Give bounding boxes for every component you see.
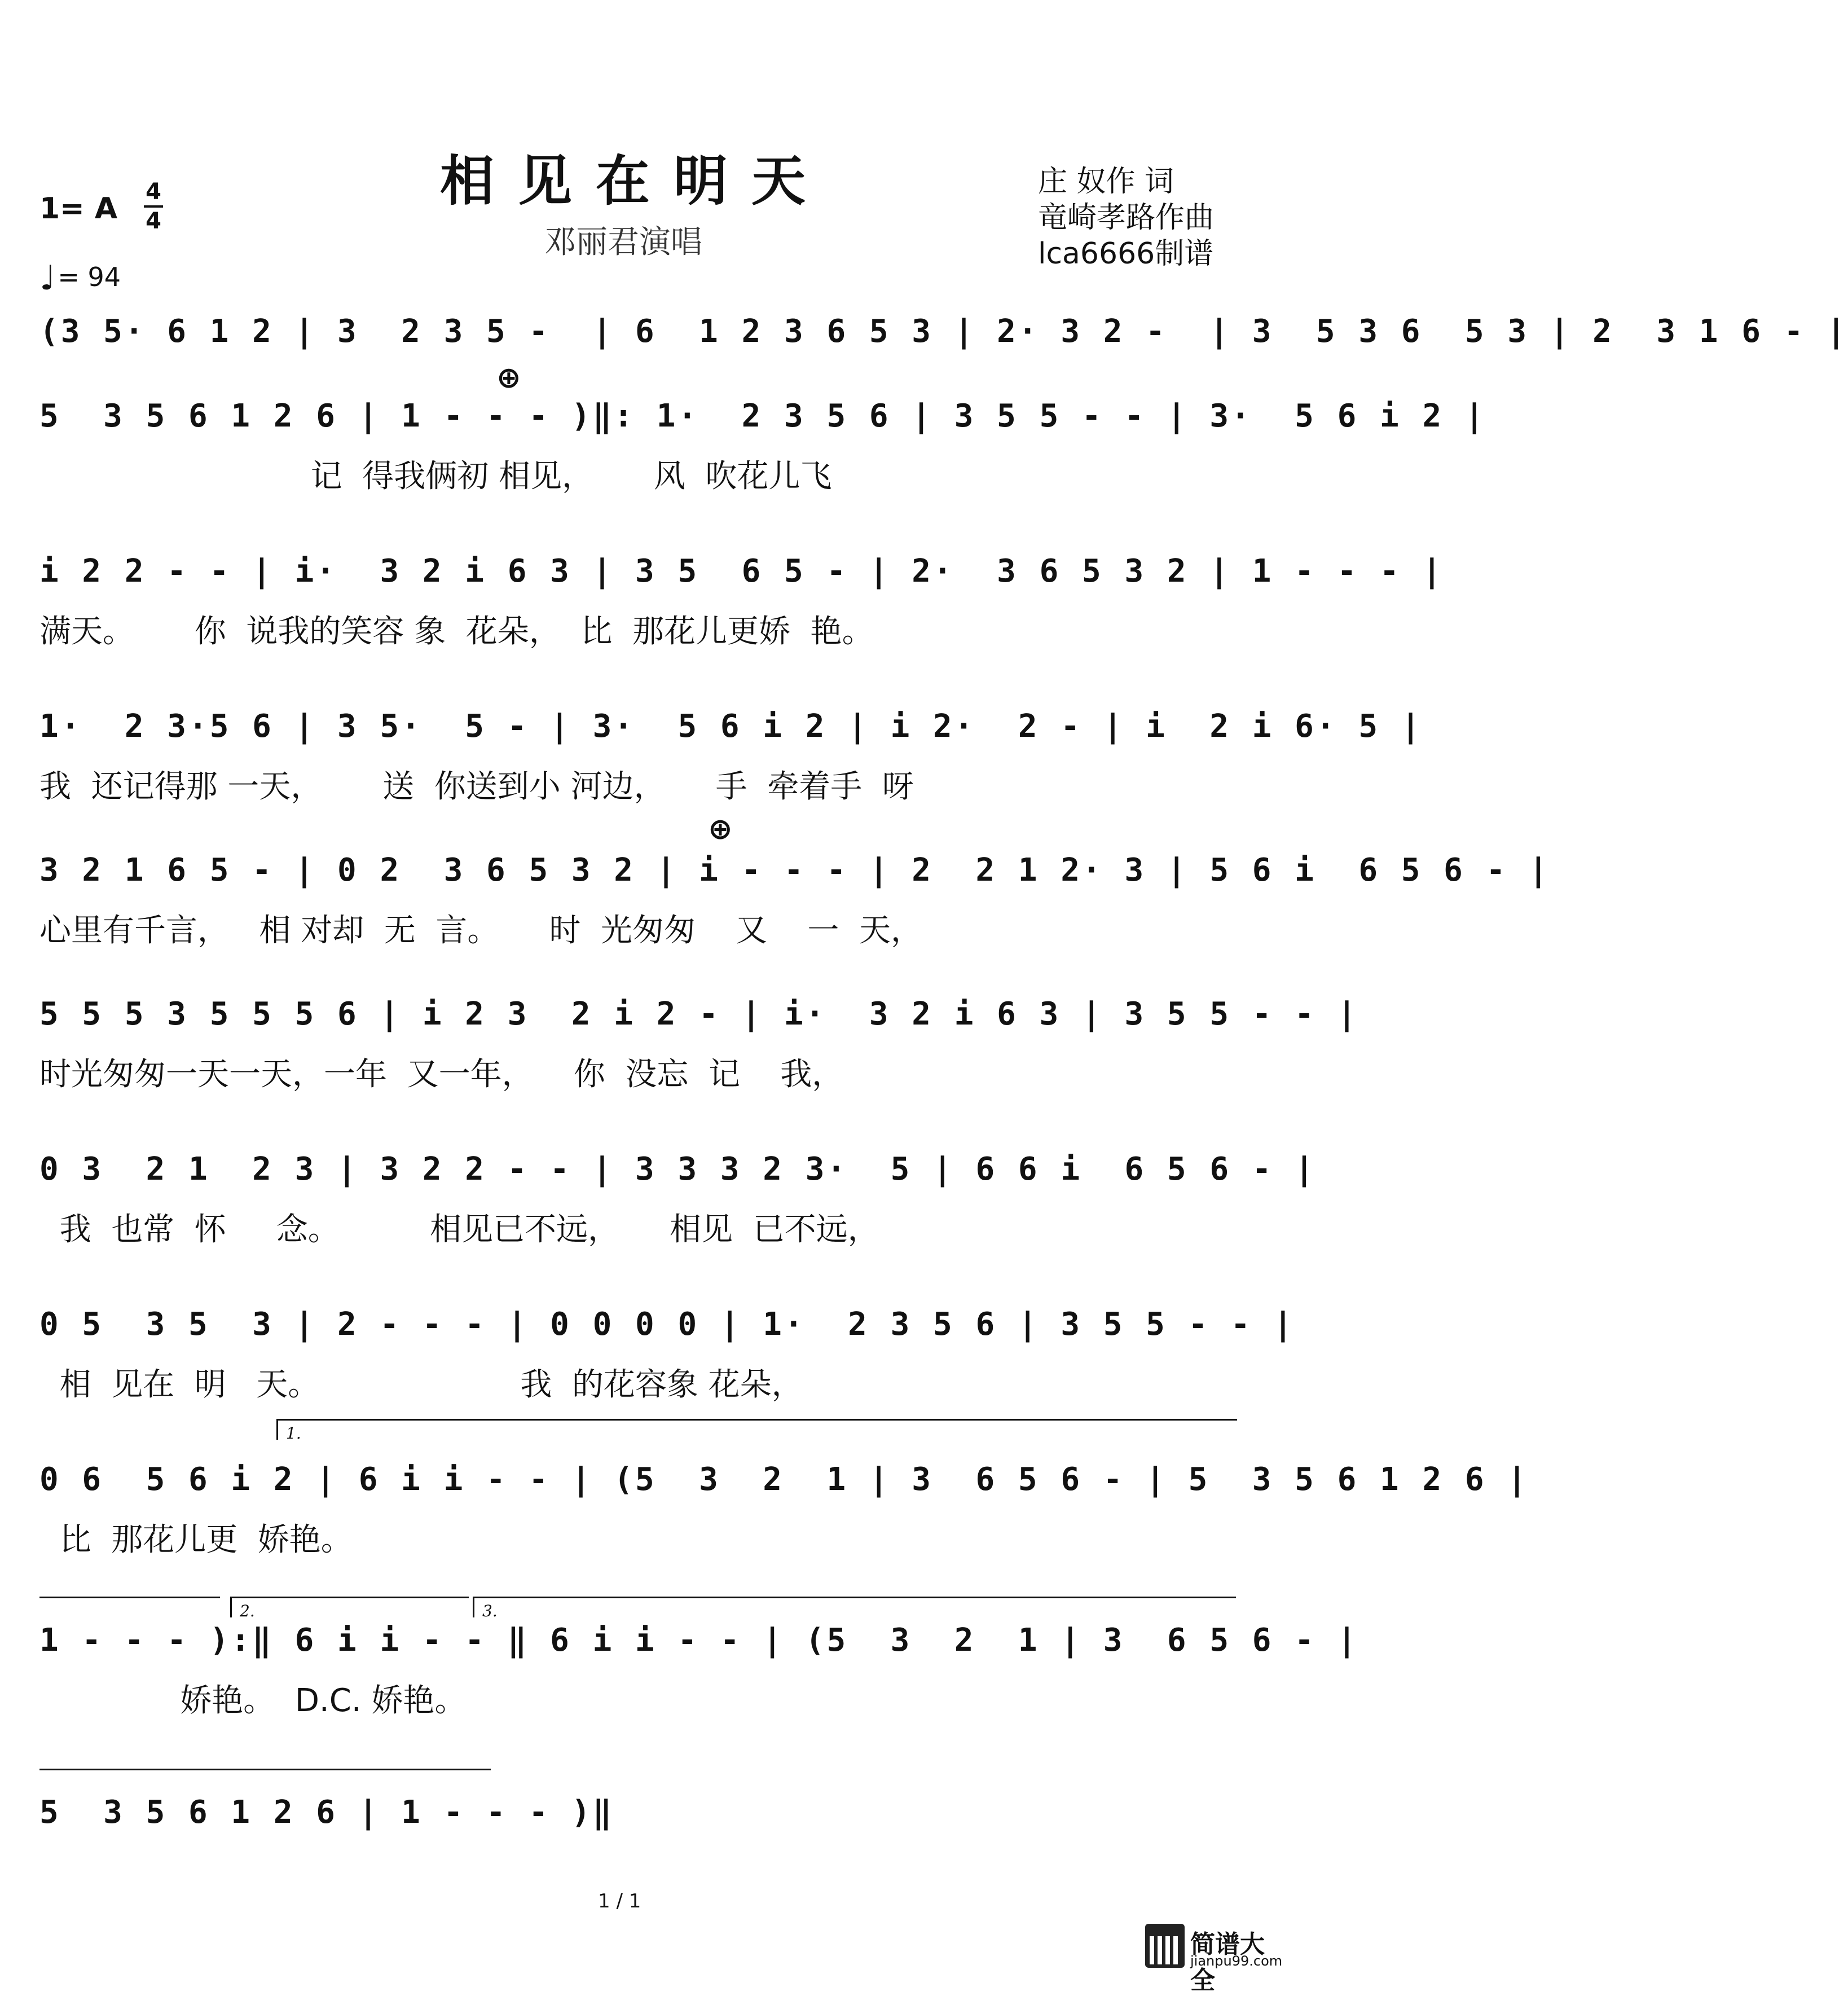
lyricist-credit: 庄 奴作 词 (1038, 165, 1174, 199)
notation-line: 0 3 2 1 2 3 | 3 2 2 - - | 3 3 3 2 3· 5 | 6 6 i 6 5 6 - | (39, 1151, 1316, 1188)
lyrics-line: 心里有千言， 相 对却 无 言。 时 光匆匆 又 一 天， (39, 912, 923, 949)
notation-line: 1· 2 3·5 6 | 3 5· 5 - | 3· 5 6 i 2 | i 2· 2 - | i 2 i 6· 5 | (39, 708, 1423, 745)
credits (1038, 164, 1214, 272)
logo-text: 简谱大全 (1190, 1930, 1265, 1995)
tempo-value: = 94 (58, 262, 121, 292)
lyrics-line: 满天。 你 说我的笑容 象 花朵， 比 那花儿更娇 艳。 (39, 613, 874, 650)
notation-line: i 2 2 - - | i· 3 2 i 6 3 | 3 5 6 5 - | 2· 3 6 5 3 2 | 1 - - - | (39, 553, 1444, 590)
time-sig-bottom: 4 (146, 208, 161, 234)
volta-2-label: 2. (240, 1602, 255, 1620)
piano-icon (1145, 1924, 1185, 1968)
lyrics-line: 相 见在 明 天。 我 的花容象 花朵， (39, 1366, 803, 1403)
lyrics-line: 记 得我俩初 相见， 风 吹花儿飞 (39, 458, 832, 495)
notation-line: 5 3 5 6 1 2 6 | 1 - - - )‖: 1· 2 3 5 6 | 3 5 5 - - | 3· 5 6 i 2 | (39, 398, 1486, 434)
lyrics-line: 时光匆匆一天一天，一年 又一年， 你 没忘 记 我， (39, 1056, 844, 1093)
composer-credit: 竜崎孝路作曲 (1038, 201, 1215, 235)
arranger-credit: lca6666制谱 (1038, 237, 1214, 271)
volta-1-label: 1. (286, 1424, 301, 1443)
notation-line: 1 - - - ):‖ 6 i i - - ‖ 6 i i - - | (5 3 2 1 | 3 6 5 6 - | (39, 1622, 1359, 1659)
notation-line: 0 5 3 5 3 | 2 - - - | 0 0 0 0 | 1· 2 3 5 6 | 3 5 5 - - | (39, 1306, 1295, 1343)
notation-line: 3 2 1 6 5 - | 0 2 3 6 5 3 2 | i - - - | 2 2 1 2· 3 | 5 6 i 6 5 6 - | (39, 852, 1550, 889)
lyrics-line: 娇艳。 D.C. 娇艳。 (39, 1682, 467, 1719)
notation-line: 5 3 5 6 1 2 6 | 1 - - - )‖ (39, 1794, 614, 1831)
volta-bracket-3 (473, 1597, 1236, 1620)
quarter-note-icon: ♩ (39, 258, 56, 298)
bracket-line (39, 1769, 491, 1770)
lyrics-line: 比 那花儿更 娇艳。 (39, 1522, 353, 1558)
time-sig-top: 4 (146, 179, 161, 205)
page-title: 相见在明天 (440, 149, 829, 213)
logo-url: jianpu99.com (1190, 1953, 1283, 1969)
notation-line: 0 6 5 6 i 2 | 6 i i - - | (5 3 2 1 | 3 6 5 6 - | 5 3 5 6 1 2 6 | (39, 1461, 1529, 1498)
notation-line: 5 5 5 3 5 5 5 6 | i 2 3 2 i 2 - | i· 3 2 i 6 3 | 3 5 5 - - | (39, 996, 1359, 1032)
segno-icon: ⊕ (496, 361, 521, 395)
notation-line: (3 5· 6 1 2 | 3 2 3 5 - | 6 1 2 3 6 5 3 | 2· 3 2 - | 3 5 3 6 5 3 | 2 3 1 6 - | (39, 313, 1848, 350)
lyrics-line: 我 也常 怀 念。 相见已不远， 相见 已不远， (39, 1211, 879, 1248)
time-sig-divider (144, 205, 163, 208)
bracket-line (39, 1597, 220, 1598)
segno-icon: ⊕ (708, 812, 733, 846)
singer-subtitle: 邓丽君演唱 (544, 224, 702, 261)
tempo-marking (39, 258, 121, 298)
volta-bracket-2 (230, 1597, 469, 1620)
volta-3-label: 3. (482, 1602, 498, 1620)
volta-bracket-1 (276, 1419, 1237, 1443)
site-logo (1145, 1918, 1283, 1995)
lyrics-line: 我 还记得那 一天， 送 你送到小 河边， 手 牵着手 呀 (39, 768, 914, 805)
key-signature: 1= A (39, 192, 118, 226)
footer-page-number: 1 / 1 (598, 1890, 641, 1913)
time-signature (144, 179, 163, 234)
